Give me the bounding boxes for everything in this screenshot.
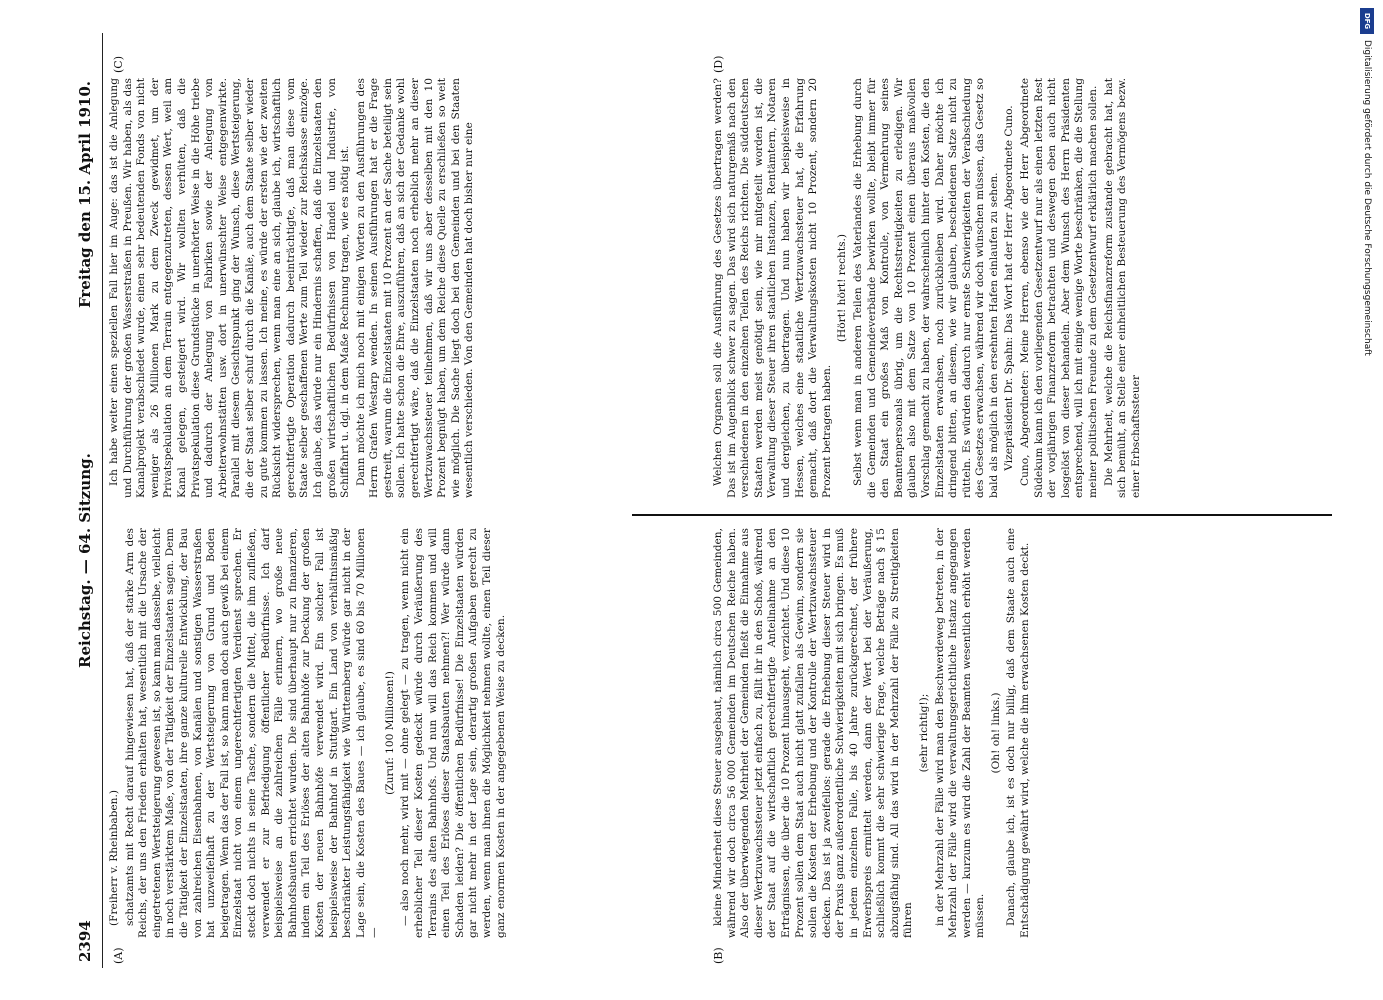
speaker-announcement: Vizepräsident Dr. Spahn: Das Wort hat der Herr Abgeordnete Cuno.: [1003, 105, 1016, 471]
column-divider: [632, 514, 1332, 516]
page-header: [72, 33, 100, 968]
session-date: Freitag den 15. April 1910.: [76, 81, 94, 308]
interjection: (sehr richtig!);: [917, 693, 930, 773]
paragraph: kleine Minderheit diese Steuer ausgebaut, nämlich circa 500 Gemeinden, während wir doch circa 56 000 Gemeinden im Deutschen Reiche haben. Also der überwiegenden Mehrheit der Gemeinden fließt die Einnahme aus dieser Wertzuwachssteuer jetzt einfach zu, fällt ihr in den Schoß, während der Staat auf die wirtschaftlich gerechtfertigte Anteilnahme an den Erträgnissen, die über die 10 Prozent hinausgeht, verzichtet. Und diese 10 Prozent sollen dem Staat auch nicht glatt zufallen als Gewinn, sondern sie sollen die Kosten der Erhebung und der Kontrolle der Wertzuwachssteuer decken. Das ist ja zweifellos: gerade die Erhebung dieser Steuer wird in der Praxis ganz außerordentliche Schwierigkeiten mit sich bringen. Es muß in jedem einzelnen Falle, bis 40 Jahre zurückgerechnet, der frühere Erwerbspreis ermittelt werden, dann der Wert bei der Veräußerung, schließlich kommt die sehr schwierige Frage, welche Beträge nach § 15 abzugsfähig sind. All das wird in der Mehrzahl der Fälle zu Streitigkeiten führen: [712, 528, 915, 938]
dfg-logo: DFG: [1360, 8, 1374, 34]
speaker-note: (Freiherr v. Rheinbaben.): [108, 789, 120, 926]
paragraph: Welchen Organen soll die Ausführung des Gesetzes übertragen werden? Das ist im Augenblick schwer zu sagen. Das wird sich naturgemäß nach den verschiedenen in den einzelnen Teilen des Reichs richten. Die süddeutschen Staaten werden meist genötigt sein, wie mir mitgeteilt worden ist, die Verwaltung dieser Steuer ihren staatlichen Instanzen, Rentämtern, Notaren und dergleichen, zu übertragen. Und nun haben wir beispielsweise in Hessen, welches eine staatliche Wertzuwachssteuer hat, die Erfahrung gemacht, daß dort die Verwaltungskosten nicht 10 Prozent, sondern 20 Prozent betragen haben.: [712, 78, 833, 498]
paragraph: schatzamts mit Recht darauf hingewiesen hat, daß der starke Arm des Reichs, der uns den Frieden erhalten hat, wesentlich mit die Ursache der eingetretenen Wertsteigerung gewesen ist, so kann man dasselbe, vielleicht in noch verstärktem Maße, von der Tätigkeit der Einzelstaaten sagen. Denn die Tätigkeit der Einzelstaaten, ihre ganze kulturelle Entwicklung, der Bau von zahlreichen Eisenbahnen, von Kanälen und sonstigen Wasserstraßen hat unzweifelhaft zu der Wertsteigerung von Grund und Boden beigetragen. Wenn das der Fall ist, so kann man doch auch gewiß bei einem Einzelstaat nicht von einem ungerechtfertigten Verdienst sprechen. Er steckt doch nichts in seine Tasche, sondern die Mittel, die ihm zufließen, verwendet er zur Befriedigung öffentlicher Bedürfnisse. Ich darf beispielsweise an die zahlreichen Fälle erinnern, wo große neue Bahnhofsbauten errichtet wurden. Die sind überhaupt nur zu finanzieren, indem ein Teil des Erlöses der alten Bahnhöfe zur Deckung der großen Kosten der neuen Bahnhöfe verwendet wird. Ein solcher Fall ist beispielsweise der Bahnhof in Stuttgart. Ein Land von verhältnismäßig beschränkter Leistungsfähigkeit wie Württemberg würde gar nicht in der Lage sein, die Kosten des Baues — ich glaube, es sind 60 bis 70 Millionen —: [123, 528, 381, 938]
paragraph: Ich habe weiter einen speziellen Fall hier im Auge: das ist die Anlegung und Durchführung der großen Wasserstraßen in Preußen. Wir haben, als das Kanalprojekt verabschiedet wurde, einen sehr bedeutenden Fonds von nicht weniger als 26 Millionen Mark zu dem Zweck gewidmet, um der Privatspekulation an dem Terrain entgegenzutreten, dessen Wert, weil am Kanal gelegen, gesteigert wird. Wir wollten verhüten, daß die Privatspekulation diese Grundstücke in unerhörter Weise in die Höhe triebe und dadurch der Anlegung von Fabriken sowie der Anlegung von Arbeiterwohnstätten usw. dort in unerwünschter Weise entgegenwirkte. Parallel mit diesem Gesichtspunkt ging der Wunsch, diese Wertsteigerung, die der Staat selber schuf durch die Kanäle, auch dem Staate selber wieder zu gute kommen zu lassen. Ich meine, es würde der ersten wie der zweiten Rücksicht widersprechen, wenn man eine an sich, glaube ich, wirtschaftlich gerechtfertigte Operation dadurch beeinträchtigte, daß man diese vom Staate selber geschaffenen Werte zum Teil wieder zur Reichskasse einzöge. Ich glaube, das würde nur ein Hindernis schaffen, daß die Einzelstaaten den großen wirtschaftlichen Bedürfnissen von Handel und Industrie, von Schiffahrt u. dgl. in dem Maße Rechnung tragen, wie es nötig ist.: [108, 78, 352, 498]
session-title: Reichstag. — 64. Sitzung.: [76, 453, 94, 668]
text-column-3: [712, 528, 1312, 938]
interjection: (Oh! oh! links.): [989, 692, 1002, 774]
paragraph: — also noch mehr, wird mit — ohne gelegt — zu tragen, wenn nicht ein erheblicher Teil dieser Kosten gedeckt würde durch Veräußerung des Terrains des alten Bahnhofs. Und nun will das Reich kommen und will einen Teil des Erlöses dieser Staatsbauten nehmen?! Wer würde dann Schaden leiden? Die öffentlichen Bedürfnisse! Die Einzelstaaten würden gar nicht mehr in der Lage sein, derartig großen Aufgaben gerecht zu werden, wenn man ihnen die Möglichkeit nehmen wollte, einen Teil dieser ganz enormen Kosten in der angegebenen Weise zu decken.: [399, 528, 507, 938]
margin-mark-a: (A): [112, 947, 125, 964]
paragraph: Die Mehrheit, welche die Reichsfinanzreform zustande gebracht hat, hat sich bemüht, an Stelle einer einheitlichen Besteuerung des Vermögens bezw. einer Erbschaftssteuer: [1102, 78, 1142, 498]
page-number: 2394: [76, 920, 94, 962]
text-column-1: [108, 528, 688, 938]
text-column-2: [108, 78, 688, 498]
paragraph: Dann möchte ich mich noch mit einigen Worten zu den Ausführungen des Herrn Grafen Westarp wenden. In seinen Ausführungen hat er die Frage gestreift, warum die Einzelstaaten mit 10 Prozent an der Sache beteiligt sein sollen. Ich hatte schon die Ehre, auszuführen, daß an sich der Gedanke wohl gerechtfertigt wäre, daß die Einzelstaaten noch erheblich mehr an dieser Wertzuwachssteuer teilnehmen, daß wir uns aber desselben mit den 10 Prozent begnügt haben, um dem Reiche diese Quelle zu erschließen so weit wie möglich. Die Sache liegt doch bei den Gemeinden und bei den Staaten wesentlich verschieden. Von den Gemeinden hat doch bisher nur eine: [354, 78, 476, 498]
header-rule: [102, 33, 103, 968]
margin-mark-b: (B): [712, 947, 725, 964]
digitization-credit: Digitalisierung gefördert durch die Deutsche Forschungsgemeinschaft: [1362, 40, 1372, 356]
margin-mark-c: (C): [112, 56, 125, 73]
interjection: (Zuruf: 100 Millionen!): [383, 671, 396, 795]
rotated-page-content: [72, 33, 1357, 968]
paragraph: Danach, glaube ich, ist es doch nur billig, daß dem Staate auch eine Entschädigung gewährt wird, welche die ihm erwachsenen Kosten deckt.: [1005, 528, 1032, 938]
interjection: (Hört! hört! rechts.): [836, 233, 849, 343]
paragraph: Selbst wenn man in anderen Teilen des Vaterlandes die Erhebung durch die Gemeinden und Gemeindeverbände bewirken wollte, bleibt immer für den Staat ein großes Maß von Kontrolle, von Vermehrung seines Beamtenpersonals übrig, um die Rechtsstreitigkeiten zu erledigen. Wir glauben also mit dem Satze von 10 Prozent einen überaus maßvollen Vorschlag gemacht zu haben, der wahrscheinlich hinter den Kosten, die den Einzelstaaten erwachsen, noch zurückbleiben wird. Daher möchte ich dringend bitten, an diesem, wie wir glauben, bescheidenen Satze nicht zu rütteln. Es würden dadurch nur ernste Schwierigkeiten der Verabschiedung des Gesetzes erwachsen, während wir doch wünschen müssen, das Gesetz so bald als möglich in den ersehnten Hafen einlaufen zu sehen.: [851, 78, 1000, 498]
text-column-4: [712, 78, 1312, 498]
paragraph: in der Mehrzahl der Fälle wird man den Beschwerdeweg betreten, in der Mehrzahl der Fälle wird die verwaltungsgerichtliche Instanz angegangen werden — kurzum es wird die Zahl der Beamten wesentlich erhöht werden müssen.: [933, 528, 987, 938]
paragraph: Cuno, Abgeordneter: Meine Herren, ebenso wie der Herr Abgeordnete Südekum kann ich den vorliegenden Gesetzentwurf nur als einen letzten Rest der vorjährigen Finanzreform betrachten und deswegen eben auch nicht losgelöst von dieser behandeln. Aber dem Wunsch des Herrn Präsidenten entsprechend, will ich mit einige wenige Worte beschränken, die die Stellung meiner politischen Freunde zu dem Gesetzentwurf erklärlich machen sollen.: [1019, 78, 1100, 498]
margin-mark-d: (D): [712, 55, 725, 73]
